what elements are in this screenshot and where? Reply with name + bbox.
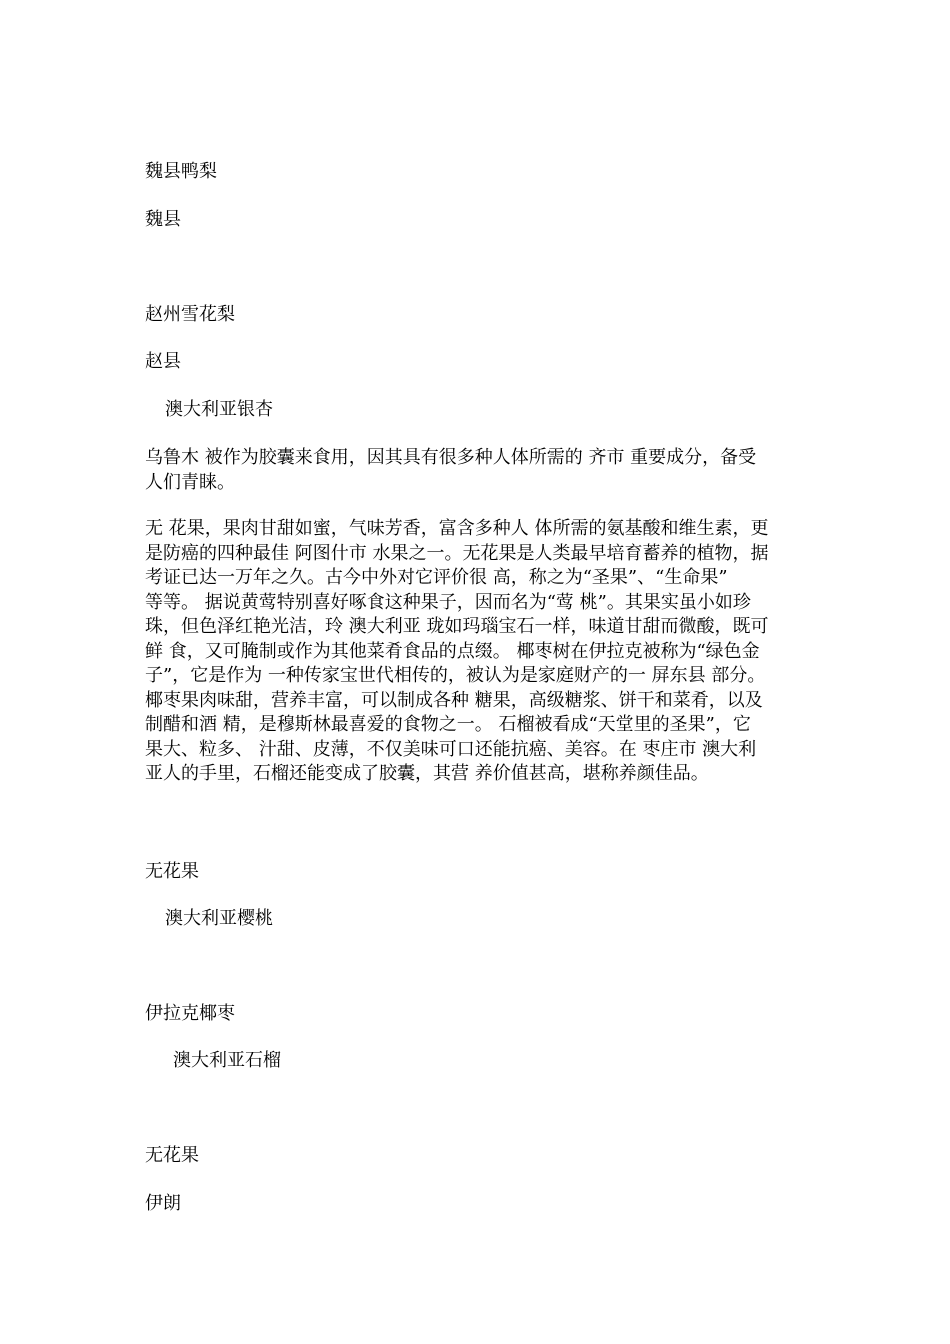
paragraph-line: 果大、粒多、 汁甜、皮薄，不仅美味可口还能抗癌、美容。在 枣庄市 澳大利 (145, 738, 757, 760)
item-australia-ginkgo: 澳大利亚银杏 (165, 399, 273, 420)
paragraph-line: 人们青睐。 (145, 471, 235, 493)
item-australia-pomegranate: 澳大利亚石榴 (173, 1050, 281, 1071)
paragraph-line: 子”，它是作为 一种传家宝世代相传的，被认为是家庭财产的一 屏东县 部分。 (145, 665, 766, 686)
item-weixian-yali: 魏县鸭梨 (145, 161, 217, 182)
paragraph-line: 是防癌的四种最佳 阿图什市 水果之一。无花果是人类最早培育蓄养的植物，据 (145, 542, 769, 564)
item-zhaozhou-xuehuali: 赵州雪花梨 (145, 304, 235, 325)
paragraph-line: 乌鲁木 被作为胶囊来食用，因其具有很多种人体所需的 齐市 重要成分，备受 (145, 447, 757, 468)
paragraph-line: 亚人的手里，石榴还能变成了胶囊，其营 养价值甚高，堪称养颜佳品。 (145, 763, 709, 784)
item-fig-2: 无花果 (145, 1145, 199, 1166)
item-australia-cherry: 澳大利亚樱桃 (165, 908, 273, 929)
paragraph-intro (145, 446, 807, 495)
paragraph-body (145, 517, 807, 787)
paragraph-line: 无 花果，果肉甘甜如蜜，气味芳香，富含多种人 体所需的氨基酸和维生素，更 (145, 518, 769, 539)
item-weixian: 魏县 (145, 209, 181, 230)
item-zhaoxian: 赵县 (145, 351, 181, 372)
paragraph-line: 鲜 食，又可腌制或作为其他菜肴食品的点缀。 椰枣树在伊拉克被称为“绿色金 (145, 640, 760, 662)
paragraph-line: 考证已达一万年之久。古今中外对它评价很 高，称之为“圣果”、“生命果” (145, 567, 728, 588)
paragraph-line: 珠，但色泽红艳光洁，玲 澳大利亚 珑如玛瑙宝石一样，味道甘甜而微酸，既可 (145, 616, 769, 637)
item-fig: 无花果 (145, 861, 199, 882)
item-iraq-date: 伊拉克椰枣 (145, 1003, 235, 1024)
paragraph-line: 制醋和酒 精，是穆斯林最喜爱的食物之一。 石榴被看成“天堂里的圣果”，它 (145, 714, 751, 735)
paragraph-line: 椰枣果肉味甜，营养丰富，可以制成各种 糖果，高级糖浆、饼干和菜肴，以及 (145, 689, 763, 711)
item-iran: 伊朗 (145, 1193, 181, 1214)
paragraph-line: 等等。 据说黄莺特别喜好啄食这种果子，因而名为“莺 桃”。其果实虽小如珍 (145, 591, 751, 613)
